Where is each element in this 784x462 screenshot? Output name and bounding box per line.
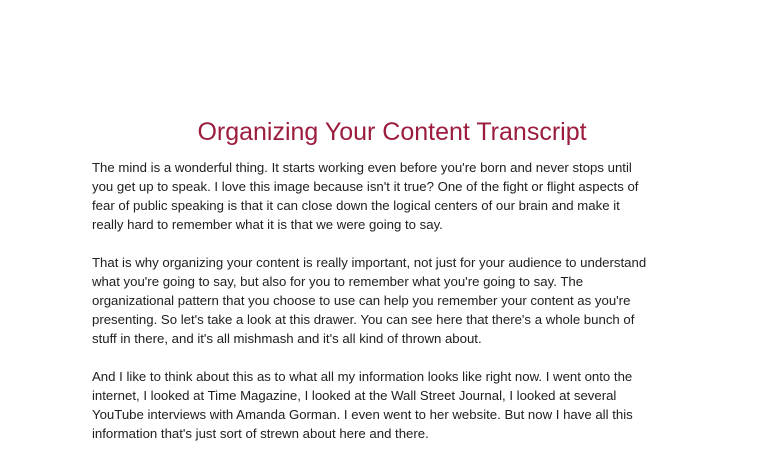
- paragraph-line: That is why organizing your content is really important, not just for your audience to understand: [92, 255, 647, 270]
- paragraph-line: what you're going to say, but also for you to remember what you're going to say. The: [92, 274, 584, 289]
- paragraph-line: The mind is a wonderful thing. It starts working even before you're born and never stops until: [92, 160, 632, 175]
- paragraph-line: information that's just sort of strewn about here and there.: [92, 426, 429, 441]
- paragraph-line: YouTube interviews with Amanda Gorman. I even went to her website. But now I have all this: [92, 407, 633, 422]
- paragraph-line: really hard to remember what it is that we were going to say.: [92, 217, 443, 232]
- paragraph-line: internet, I looked at Time Magazine, I looked at the Wall Street Journal, I looked at several: [92, 388, 617, 403]
- paragraph-line: fear of public speaking is that it can close down the logical centers of our brain and make it: [92, 198, 620, 213]
- paragraph-2: [92, 253, 692, 348]
- transcript-body: [92, 158, 692, 462]
- paragraph-line: you get up to speak. I love this image because isn't it true? One of the fight or flight aspects of: [92, 179, 639, 194]
- paragraph-line: stuff in there, and it's all mishmash and it's all kind of thrown about.: [92, 331, 482, 346]
- paragraph-line: organizational pattern that you choose to use can help you remember your content as you're: [92, 293, 631, 308]
- paragraph-3: [92, 367, 692, 443]
- paragraph-line: And I like to think about this as to what all my information looks like right now. I went onto the: [92, 369, 633, 384]
- paragraph-line: presenting. So let's take a look at this drawer. You can see here that there's a whole bunch of: [92, 312, 635, 327]
- paragraph-1: [92, 158, 692, 234]
- document-title: Organizing Your Content Transcript: [197, 118, 587, 146]
